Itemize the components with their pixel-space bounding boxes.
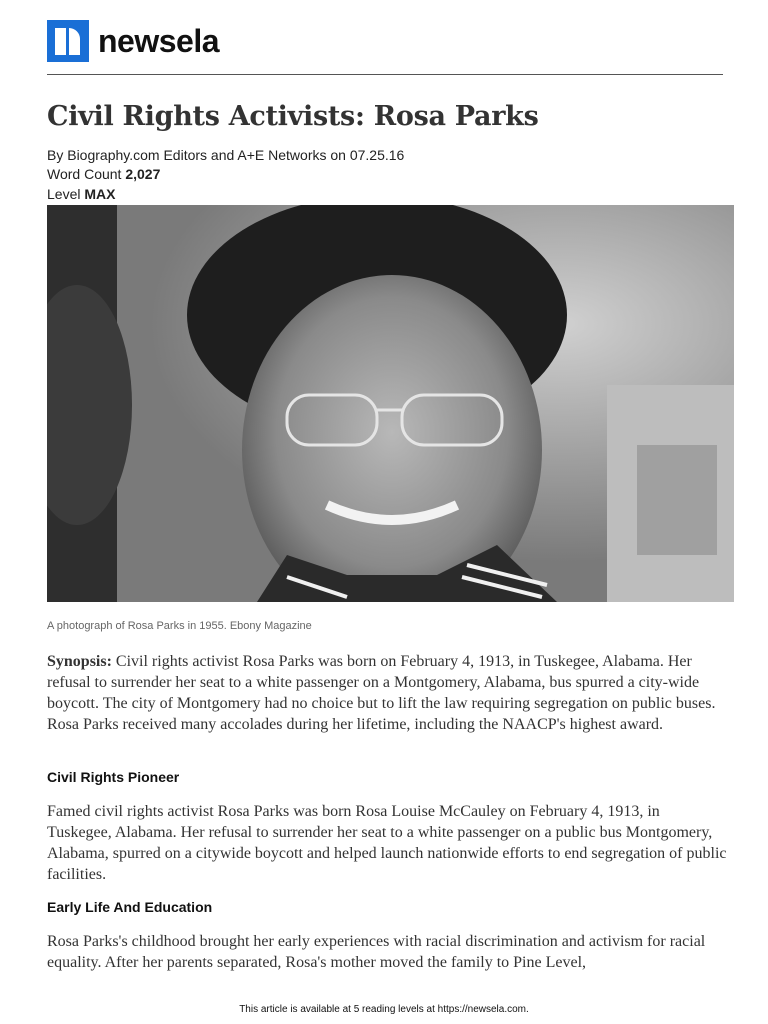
photo-caption: A photograph of Rosa Parks in 1955. Ebony Magazine: [47, 620, 312, 632]
brand-name: newsela: [98, 23, 220, 59]
word-count: [47, 166, 160, 182]
section-heading-civil-rights-pioneer: Civil Rights Pioneer: [47, 769, 180, 785]
rosa-parks-photo: [47, 205, 734, 602]
portrait-image: [47, 205, 734, 602]
level-label: Level: [47, 186, 81, 202]
synopsis-label: Synopsis:: [47, 653, 112, 670]
section-paragraph-civil-rights-pioneer: Famed civil rights activist Rosa Parks was born Rosa Louise McCauley on February 4, 1913, in Tuskegee, Alabama. Her refusal to surrender her seat to a white passenger on a public bus Montgomery, Alabama, spurred on a citywide boycott and helped launch nationwide efforts to end segregation of public facilities.: [47, 803, 727, 883]
synopsis-text: Civil rights activist Rosa Parks was born on February 4, 1913, in Tuskegee, Alabama. Her refusal to surrender her seat to a white passenger on a Montgomery, Alabama, bus spurred a city-wide boycott. The city of Montgomery had no choice but to lift the law requiring segregation on public buses. Rosa Parks received many accolades during her lifetime, including the NAACP's highest award.: [47, 653, 716, 733]
synopsis-paragraph: [47, 651, 727, 735]
section-paragraph-early-life: Rosa Parks's childhood brought her early experiences with racial discrimination and activism for racial equality. After her parents separated, Rosa's mother moved the family to Pine Level,: [47, 933, 706, 971]
header-divider: [47, 74, 723, 75]
word-count-value: 2,027: [125, 166, 161, 182]
level-value: MAX: [84, 186, 116, 202]
article-title: Civil Rights Activists: Rosa Parks: [47, 101, 539, 132]
newsela-logo-icon: [47, 20, 89, 62]
reading-level: [47, 186, 115, 202]
page-footer: This article is available at 5 reading levels at https://newsela.com.: [239, 1004, 529, 1015]
newsela-logo: [47, 20, 219, 62]
section-heading-early-life: Early Life And Education: [47, 899, 213, 915]
word-count-label: Word Count: [47, 166, 122, 182]
byline: By Biography.com Editors and A+E Networks on 07.25.16: [47, 147, 405, 163]
